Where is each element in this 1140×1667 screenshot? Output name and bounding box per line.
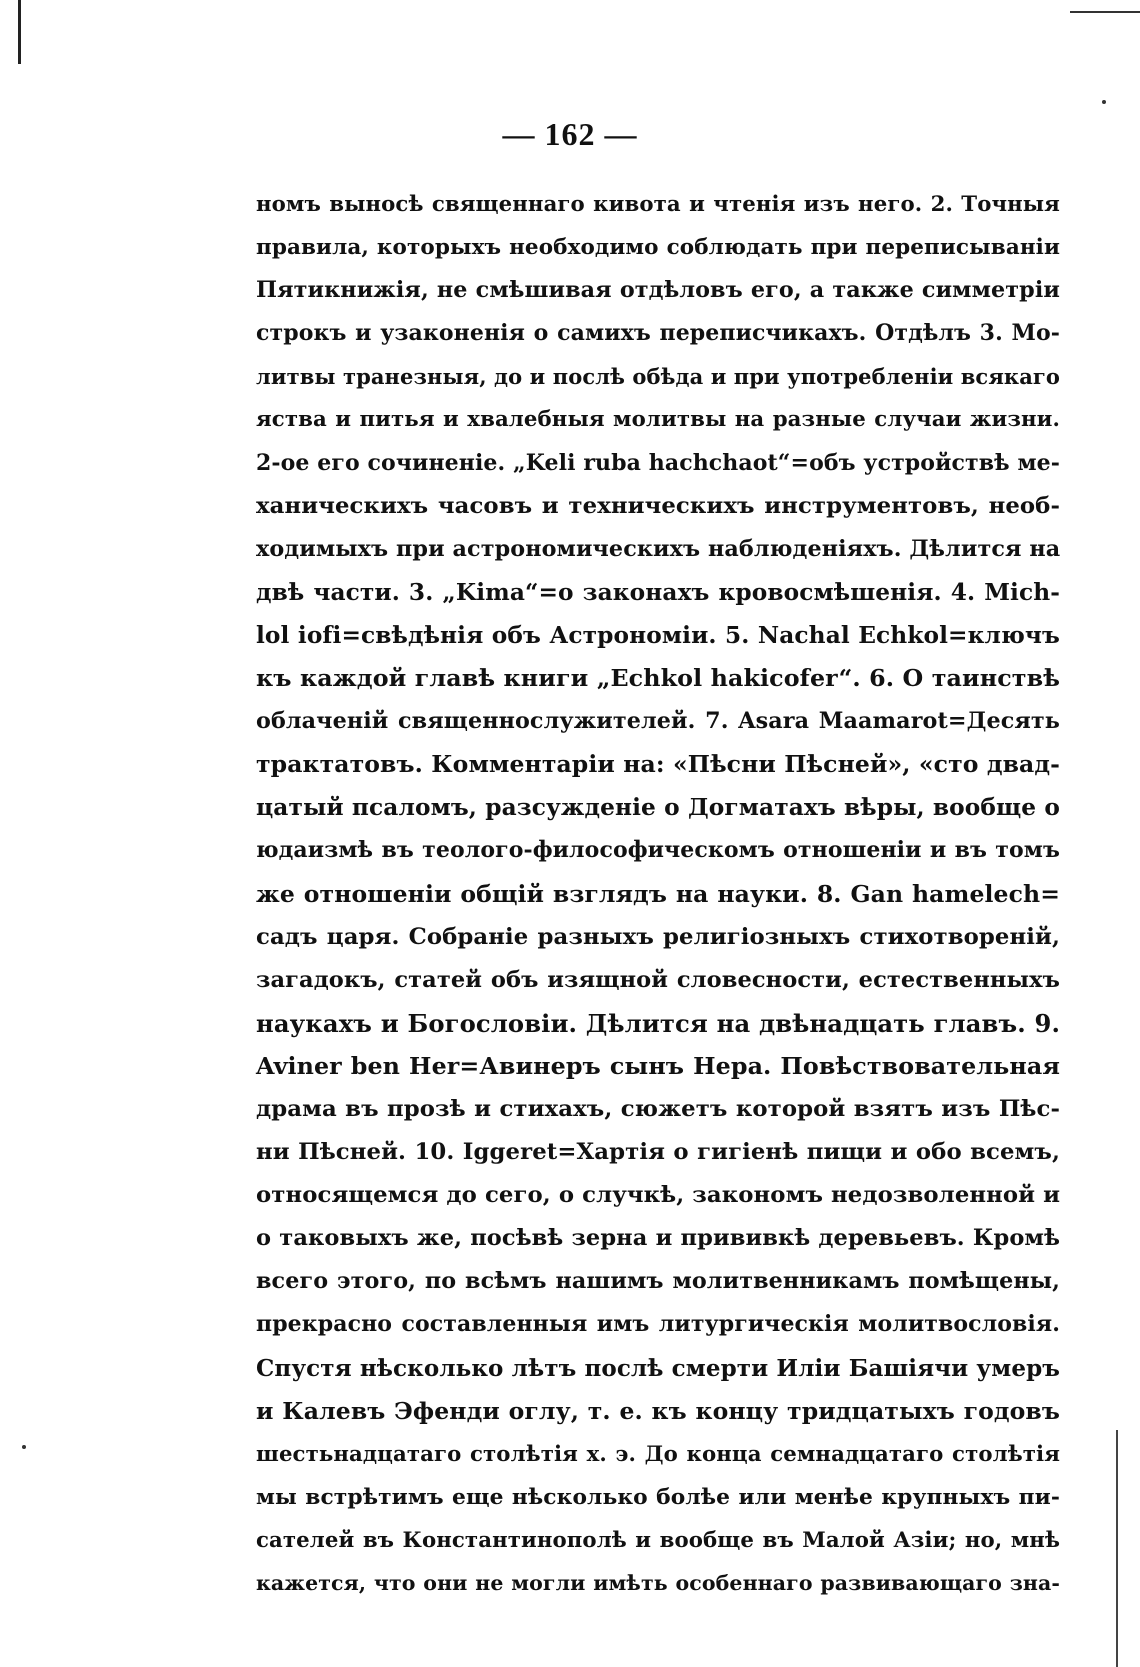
text-line: юдаизмѣ въ теолого-философическомъ отношеніи и въ томъ: [256, 837, 1060, 864]
scan-edge-right: [1116, 1430, 1118, 1667]
text-line: сателей въ Константинополѣ и вообще въ Малой Азіи; но, мнѣ: [256, 1527, 1060, 1553]
text-line: драма въ прозѣ и стихахъ, сюжетъ которой взятъ изъ Пѣс-: [256, 1095, 1060, 1122]
text-line: двѣ части. 3. „Kima“=о законахъ кровосмѣшенія. 4. Mich-: [256, 578, 1060, 606]
text-line: ни Пѣсней. 10. Iggeret=Хартія о гигіенѣ пищи и обо всемъ,: [256, 1139, 1060, 1166]
text-line: правила, которыхъ необходимо соблюдать при переписываніи: [256, 235, 1060, 261]
scan-edge-left: [18, 0, 21, 64]
text-line: Спустя нѣсколько лѣтъ послѣ смерти Иліи Башіячи умеръ: [256, 1354, 1060, 1382]
text-line: же отношеніи общій взглядъ на науки. 8. Gan hamelech=: [256, 879, 1060, 908]
text-line: кажется, что они не могли имѣть особеннаго развивающаго зна-: [256, 1571, 1060, 1595]
text-line: ханическихъ часовъ и техническихъ инструментовъ, необ-: [256, 492, 1060, 519]
text-line: наукахъ и Богословіи. Дѣлится на двѣнадцать главъ. 9.: [256, 1008, 1060, 1038]
text-line: Пятикнижія, не смѣшивая отдѣловъ его, а также симметріи: [256, 277, 1060, 304]
text-line: Aviner ben Her=Авинеръ сынъ Нера. Повѣствовательная: [256, 1051, 1060, 1080]
scan-edge-top-right: [1070, 11, 1140, 13]
page-number: — 162 —: [502, 116, 638, 152]
text-line: шестьнадцатаго столѣтія х. э. До конца семнадцатаго столѣтія: [256, 1441, 1060, 1467]
text-line: загадокъ, статей объ изящной словесности, естественныхъ: [256, 966, 1060, 993]
text-line: строкъ и узаконенія о самихъ переписчикахъ. Отдѣлъ 3. Мо-: [256, 320, 1060, 347]
text-line: прекрасно составленныя имъ литургическія молитвословія.: [256, 1311, 1060, 1338]
text-line: относящемся до сего, о случкѣ, закономъ недозволенной и: [256, 1182, 1061, 1209]
body-text: [256, 183, 1060, 1605]
text-line: къ каждой главѣ книги „Echkol hakicofer“. 6. О таинствѣ: [256, 664, 1060, 693]
text-line: и Калевъ Эфенди оглу, т. е. къ концу тридцатыхъ годовъ: [256, 1396, 1060, 1425]
text-line: садъ царя. Собраніе разныхъ религіозныхъ стихотвореній,: [256, 923, 1060, 950]
text-line: облаченій священнослужителей. 7. Asara Maamarot=Десять: [256, 708, 1060, 735]
text-line: о таковыхъ же, посѣвѣ зерна и прививкѣ деревьевъ. Кромѣ: [256, 1225, 1060, 1252]
text-line: lol iofi=свѣдѣнія объ Астрономіи. 5. Nachal Echkol=ключъ: [256, 621, 1060, 649]
text-line: цатый псаломъ, разсужденіе о Догматахъ вѣры, вообще о: [256, 794, 1060, 822]
text-line: трактатовъ. Комментаріи на: «Пѣсни Пѣсней», «сто двад-: [256, 750, 1060, 779]
scan-speck: [1102, 100, 1106, 104]
text-line: всего этого, по всѣмъ нашимъ молитвенникамъ помѣщены,: [256, 1268, 1060, 1295]
text-line: мы встрѣтимъ еще нѣсколько болѣе или менѣе крупныхъ пи-: [256, 1484, 1060, 1510]
text-line: литвы транезныя, до и послѣ обѣда и при употребленіи всякаго: [256, 364, 1060, 390]
scan-speck: [22, 1445, 26, 1449]
text-line: ходимыхъ при астрономическихъ наблюденіяхъ. Дѣлится на: [256, 535, 1061, 562]
text-line: номъ выносѣ священнаго кивота и чтенія изъ него. 2. Точныя: [256, 192, 1060, 217]
text-line: яства и питья и хвалебныя молитвы на разные случаи жизни.: [256, 407, 1060, 433]
text-line: 2-ое его сочиненіе. „Keli ruba hachchaot“=объ устройствѣ ме-: [256, 449, 1060, 476]
